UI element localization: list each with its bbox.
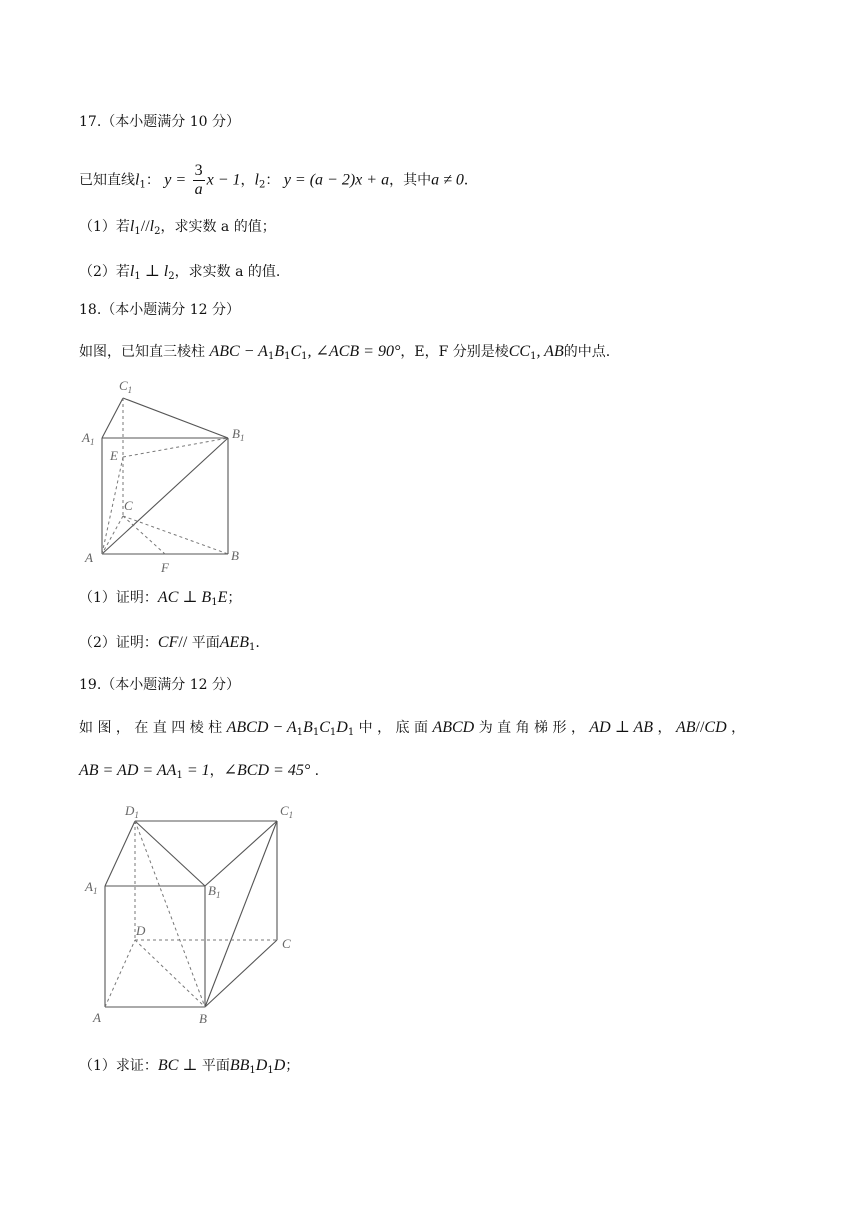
q19-label-d1: $D_1$	[125, 803, 139, 820]
q19-edge-db	[135, 940, 205, 1007]
q18-label-a1: $A_1$	[82, 430, 95, 447]
q18-prism-figure	[70, 372, 270, 582]
q17-fraction: $\frac{3}{a}$	[194, 162, 203, 198]
q19-label-b1: $B_1$	[208, 883, 221, 900]
q18-edge-c1b1	[123, 398, 228, 438]
q19-edge-ad	[105, 940, 135, 1007]
q18-edge-ea	[102, 457, 123, 554]
q19-label-b: B	[199, 1011, 207, 1026]
q18-edge-eb1	[123, 438, 228, 457]
q19-label-c: C	[282, 936, 291, 951]
q19-edge-bc1	[205, 821, 277, 1007]
q19-edge-bc	[205, 940, 277, 1007]
q18-edge-ca	[102, 516, 123, 554]
q18-edge-c1a1	[102, 398, 123, 438]
q18-label-b: B	[231, 548, 239, 563]
q17-stem: 已知直线$l_1$： y = $\frac{3}{a}$ x − 1，$l_2$： y = (a − 2)x + a，其中a ≠ 0．	[79, 162, 478, 198]
q19-line1: 如 图 ， 在 直 四 棱 柱 ABCD − $A_1B_1C_1D_1$ 中 ， 底 面 ABCD 为 直 角 梯 形 ， AD ⊥ AB ， AB//CD ，	[79, 719, 746, 738]
q17-part2: （2）若$l_1$ ⊥ $l_2$，求实数 a 的值.	[79, 263, 281, 282]
q19-edge-d1a1	[105, 821, 135, 886]
q18-label-e: E	[110, 448, 118, 463]
q19-label-c1: $C_1$	[280, 803, 294, 820]
q18-heading: 18.（本小题满分 12 分）	[79, 302, 240, 318]
q19-label-d: D	[136, 923, 146, 938]
q19-edge-c1b1	[205, 821, 277, 886]
q17-eq1-lhs: y =	[164, 171, 187, 189]
q18-edge-cf	[123, 516, 165, 554]
q19-edge-d1b1	[135, 821, 205, 886]
q19-heading: 19.（本小题满分 12 分）	[79, 677, 240, 693]
q18-label-b1: $B_1$	[232, 426, 245, 443]
q18-edge-cb	[123, 516, 228, 554]
q17-eq2: y = (a − 2)x + a	[283, 171, 390, 189]
q18-label-c: C	[124, 498, 133, 513]
q18-part1: （1）证明：AC ⊥ $B_1E$；	[79, 589, 242, 608]
q19-edge-d1b	[135, 821, 205, 1007]
q18-edge-ab1	[102, 438, 228, 554]
q19-label-a1: $A_1$	[85, 879, 98, 896]
q18-label-f: F	[161, 560, 169, 575]
q19-part1: （1）求证：BC ⊥ 平面$BB_1D_1D$；	[79, 1057, 300, 1076]
q17-part1: （1）若$l_1//l_2$，求实数 a 的值；	[79, 218, 276, 237]
q18-part2: （2）证明：CF// 平面$AEB_1$.	[79, 634, 260, 653]
q19-line2: AB = AD = $AA_1 = 1$，∠BCD = 45° .	[79, 762, 320, 781]
q19-label-a: A	[93, 1010, 101, 1025]
q18-label-c1: $C_1$	[119, 378, 133, 395]
q19-prism-figure	[80, 795, 320, 1035]
q17-stem-prefix: 已知直线	[79, 172, 135, 189]
q17-heading: 17.（本小题满分 10 分）	[79, 114, 240, 130]
q18-label-a: A	[85, 550, 93, 565]
q18-stem: 如图，已知直三棱柱 ABC − $A_1B_1C_1$, ∠ACB = 90°，E，F 分别是棱$CC_1$, AB的中点.	[79, 343, 611, 362]
